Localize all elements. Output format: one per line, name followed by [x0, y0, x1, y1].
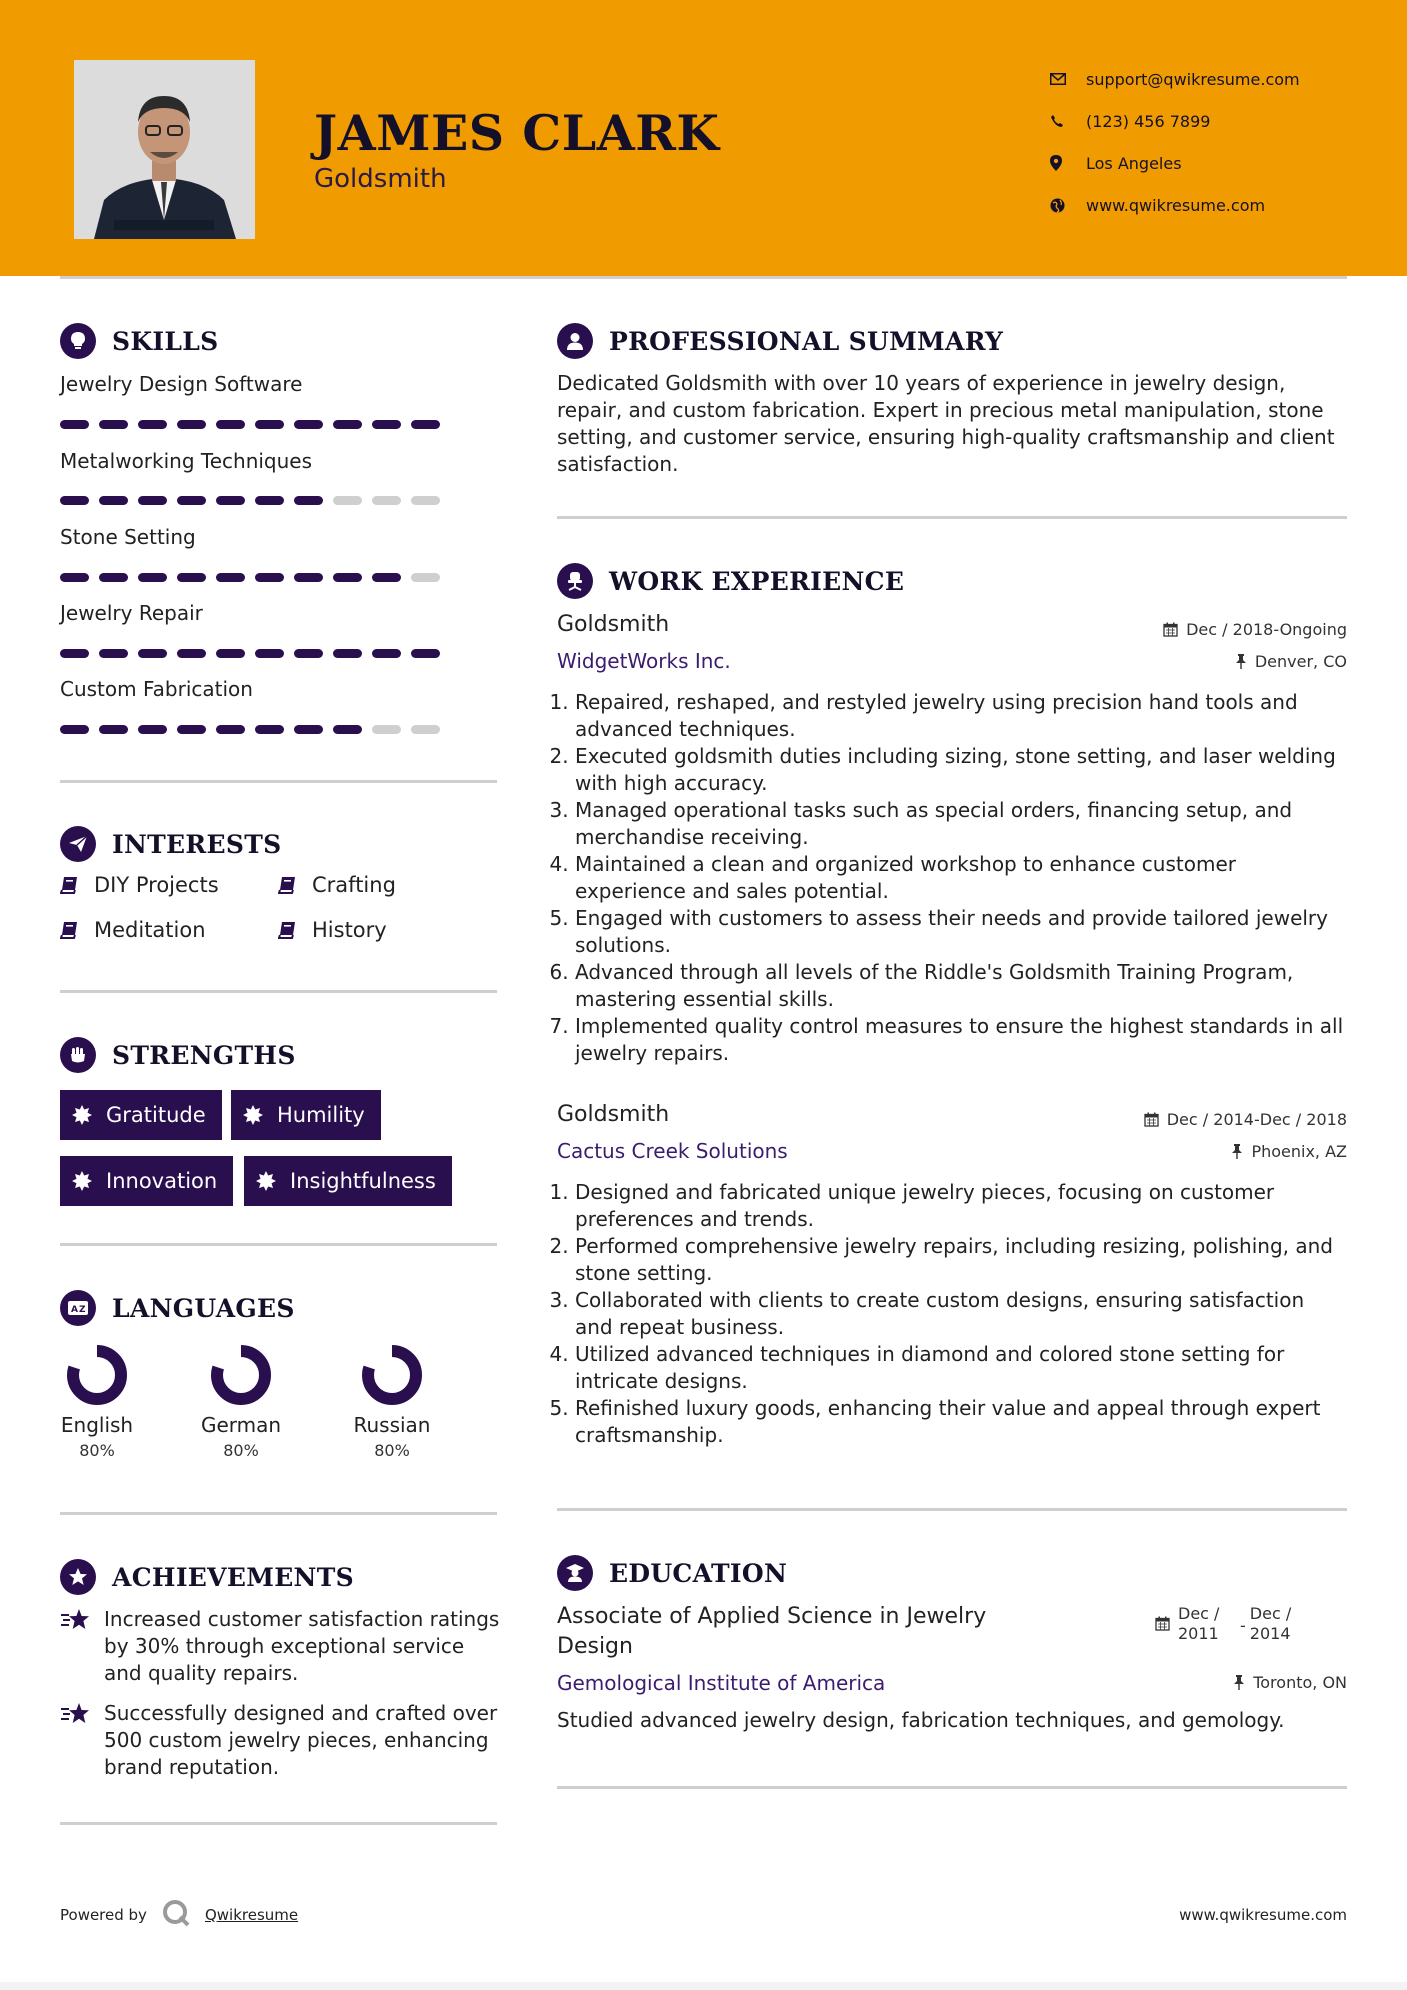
language-name: English: [60, 1413, 134, 1437]
skill-dot-filled: [333, 649, 362, 658]
pushpin-icon: [1235, 654, 1247, 669]
svg-text:A: A: [71, 1305, 78, 1315]
book-icon: [60, 875, 94, 895]
badge-star-icon: [256, 1171, 290, 1191]
skill-dot-filled: [99, 420, 128, 429]
education-heading: [557, 1555, 787, 1591]
pushpin-icon: [1233, 1675, 1245, 1690]
job-duties-list: [575, 1179, 1345, 1449]
interest-item: [278, 873, 396, 897]
contact-email: [1050, 58, 1300, 100]
strength-badge: [231, 1090, 381, 1140]
skill-dot-filled: [411, 420, 440, 429]
skill-dot-filled: [294, 649, 323, 658]
skill-dot-filled: [138, 420, 167, 429]
section-divider: [60, 1243, 497, 1246]
section-divider: [60, 1512, 497, 1515]
skill-dot-empty: [333, 496, 362, 505]
skill-dot-filled: [216, 496, 245, 505]
envelope-icon: [1050, 69, 1086, 89]
language-item: [42, 1343, 152, 1460]
job-location-text: Denver, CO: [1254, 652, 1347, 671]
duty-item: 1. Designed and fabricated unique jewelry pieces, focusing on customer preferences and trends.: [575, 1179, 1345, 1233]
job-location: [1231, 1142, 1347, 1161]
achievement-text: Increased customer satisfaction ratings by 30% through exceptional service and quality repairs.: [104, 1607, 500, 1685]
strengths-title: STRENGTHS: [112, 1040, 296, 1070]
powered-by-label: Powered by: [60, 1906, 147, 1924]
date-separator: -: [1240, 1616, 1246, 1635]
office-chair-icon: [557, 563, 593, 599]
contact-phone: [1050, 100, 1300, 142]
skill-dot-filled: [138, 725, 167, 734]
skill-dot-empty: [411, 573, 440, 582]
experience-heading: [557, 563, 904, 599]
language-name: German: [200, 1413, 282, 1437]
education-start: Dec / 2011: [1178, 1604, 1220, 1643]
skill-dot-filled: [138, 649, 167, 658]
skill-dot-filled: [177, 496, 206, 505]
skill-dot-filled: [216, 725, 245, 734]
skill-name: Jewelry Repair: [60, 601, 203, 625]
education-title: EDUCATION: [609, 1558, 788, 1588]
section-divider: [60, 990, 497, 993]
duty-item: 4. Maintained a clean and organized workshop to enhance customer experience and sales potential.: [575, 851, 1345, 905]
skill-dot-filled: [138, 496, 167, 505]
paper-plane-icon: [60, 826, 96, 862]
duty-item: 5. Refinished luxury goods, enhancing their value and appeal through expert craftsmanship.: [575, 1395, 1345, 1449]
section-divider: [557, 516, 1347, 519]
fist-icon: [60, 1037, 96, 1073]
badge-star-icon: [72, 1105, 106, 1125]
duty-item: 5. Engaged with customers to assess their needs and provide tailored jewelry solutions.: [575, 905, 1345, 959]
education-dates: [1155, 1604, 1300, 1644]
skill-dot-filled: [216, 649, 245, 658]
achievement-item: [60, 1700, 500, 1781]
skill-dot-empty: [411, 725, 440, 734]
skill-level-dots: [60, 573, 450, 582]
skill-dot-filled: [294, 496, 323, 505]
skill-dot-empty: [411, 496, 440, 505]
skill-dot-filled: [99, 573, 128, 582]
summary-title: PROFESSIONAL SUMMARY: [609, 326, 1004, 356]
section-divider: [60, 780, 497, 783]
language-ring: [360, 1343, 424, 1407]
trophy-star-icon: [60, 1606, 104, 1687]
skill-dot-filled: [138, 573, 167, 582]
lightbulb-icon: [60, 323, 96, 359]
job-location-text: Phoenix, AZ: [1251, 1142, 1347, 1161]
footer-powered-by: [60, 1898, 298, 1932]
qwikresume-logo-icon: [161, 1898, 191, 1932]
skill-name: Stone Setting: [60, 525, 196, 549]
job-dates: [1144, 1110, 1347, 1129]
section-divider: [557, 1786, 1347, 1789]
interests-heading: [60, 826, 281, 862]
skill-name: Custom Fabrication: [60, 677, 253, 701]
language-percent: 80%: [223, 1441, 259, 1460]
contact-list: [1050, 58, 1300, 226]
skill-dot-filled: [60, 573, 89, 582]
achievement-text: Successfully designed and crafted over 500 custom jewelry pieces, enhancing brand reputation.: [104, 1701, 498, 1779]
skill-dot-filled: [294, 420, 323, 429]
language-icon: [60, 1290, 96, 1326]
achievements-heading: [60, 1559, 354, 1595]
book-icon: [60, 920, 94, 940]
phone-icon: [1050, 111, 1086, 131]
duty-item: 2. Executed goldsmith duties including sizing, stone setting, and laser welding with high accuracy.: [575, 743, 1345, 797]
skill-dot-filled: [177, 725, 206, 734]
duty-item: 2. Performed comprehensive jewelry repairs, including resizing, polishing, and stone setting.: [575, 1233, 1345, 1287]
education-end: Dec / 2014: [1249, 1604, 1292, 1643]
duty-item: 7. Implemented quality control measures to ensure the highest standards in all jewelry repairs.: [575, 1013, 1345, 1067]
book-icon: [278, 875, 312, 895]
contact-location-text: Los Angeles: [1086, 153, 1182, 173]
skill-level-dots: [60, 496, 450, 505]
skill-level-dots: [60, 725, 450, 734]
education-description: Studied advanced jewelry design, fabrication techniques, and gemology.: [557, 1708, 1285, 1732]
skill-dot-filled: [333, 420, 362, 429]
skill-dot-filled: [60, 649, 89, 658]
map-pin-icon: [1050, 153, 1086, 173]
interest-label: History: [312, 918, 387, 942]
qwikresume-link[interactable]: Qwikresume: [204, 1906, 299, 1924]
interest-item: [278, 918, 387, 942]
skill-dot-filled: [372, 573, 401, 582]
skill-dot-filled: [60, 496, 89, 505]
experience-title: WORK EXPERIENCE: [609, 566, 905, 596]
language-percent: 80%: [79, 1441, 115, 1460]
skill-dot-empty: [372, 725, 401, 734]
skill-dot-filled: [60, 420, 89, 429]
language-ring: [209, 1343, 273, 1407]
company-name: WidgetWorks Inc.: [557, 649, 731, 673]
calendar-icon: [1163, 622, 1178, 637]
graduate-icon: [557, 1555, 593, 1591]
strength-badge: [244, 1156, 452, 1206]
job-title: Goldsmith: [557, 612, 670, 637]
skill-dot-filled: [333, 725, 362, 734]
duty-item: 6. Advanced through all levels of the Riddle's Goldsmith Training Program, mastering essential skills.: [575, 959, 1345, 1013]
page-bottom-edge: [0, 1982, 1407, 1990]
candidate-name: JAMES CLARK: [314, 104, 720, 162]
skill-dot-filled: [255, 420, 284, 429]
calendar-icon: [1155, 1616, 1170, 1636]
duty-item: 1. Repaired, reshaped, and restyled jewelry using precision hand tools and advanced techniques.: [575, 689, 1345, 743]
skills-title: SKILLS: [112, 326, 219, 356]
interest-item: [60, 918, 206, 942]
skill-name: Metalworking Techniques: [60, 449, 313, 473]
strength-badge: [60, 1090, 222, 1140]
skill-dot-filled: [411, 649, 440, 658]
language-ring: [65, 1343, 129, 1407]
language-name: Russian: [353, 1413, 431, 1437]
interest-label: DIY Projects: [94, 873, 219, 897]
skill-dot-filled: [255, 649, 284, 658]
skill-dot-filled: [99, 649, 128, 658]
candidate-title: Goldsmith: [314, 164, 447, 194]
skills-heading: [60, 323, 219, 359]
footer-website[interactable]: www.qwikresume.com: [1179, 1906, 1347, 1924]
skill-dot-filled: [294, 725, 323, 734]
skill-dot-filled: [255, 496, 284, 505]
interest-label: Crafting: [312, 873, 396, 897]
skill-dot-filled: [294, 573, 323, 582]
school-name: Gemological Institute of America: [557, 1671, 886, 1695]
trophy-star-icon: [60, 1700, 104, 1781]
skill-dot-filled: [255, 725, 284, 734]
skill-level-dots: [60, 649, 450, 658]
duty-item: 3. Managed operational tasks such as special orders, financing setup, and merchandise receiving.: [575, 797, 1345, 851]
achievement-item: [60, 1606, 500, 1687]
job-dates-text: Dec / 2014-Dec / 2018: [1166, 1110, 1347, 1129]
skill-dot-filled: [177, 420, 206, 429]
language-item: [337, 1343, 447, 1460]
globe-icon: [1050, 195, 1086, 215]
achievements-title: ACHIEVEMENTS: [112, 1562, 354, 1592]
job-title: Goldsmith: [557, 1102, 670, 1127]
job-location: [1235, 652, 1347, 671]
svg-text:Z: Z: [79, 1305, 86, 1315]
degree-title: Associate of Applied Science in Jewelry Design: [557, 1604, 987, 1659]
job-dates-text: Dec / 2018-Ongoing: [1186, 620, 1347, 639]
strength-label: Humility: [277, 1103, 365, 1127]
badge-star-icon: [243, 1105, 277, 1125]
company-name: Cactus Creek Solutions: [557, 1139, 788, 1163]
section-divider: [60, 1822, 497, 1825]
contact-website-text[interactable]: www.qwikresume.com: [1086, 195, 1266, 215]
skill-dot-filled: [216, 420, 245, 429]
resume-header: [0, 0, 1407, 276]
strength-badge: [60, 1156, 233, 1206]
language-item: [186, 1343, 296, 1460]
strength-label: Innovation: [106, 1169, 218, 1193]
language-percent: 80%: [374, 1441, 410, 1460]
user-icon: [557, 323, 593, 359]
badge-star-icon: [72, 1171, 106, 1191]
skill-dot-filled: [216, 573, 245, 582]
skill-dot-filled: [255, 573, 284, 582]
contact-website: [1050, 184, 1300, 226]
skill-dot-filled: [372, 649, 401, 658]
skill-dot-empty: [372, 496, 401, 505]
interests-title: INTERESTS: [112, 829, 282, 859]
profile-photo-image: [74, 60, 255, 239]
contact-location: [1050, 142, 1300, 184]
education-location-text: Toronto, ON: [1253, 1673, 1347, 1692]
skill-dot-filled: [333, 573, 362, 582]
calendar-icon: [1144, 1112, 1159, 1127]
strength-label: Insightfulness: [290, 1169, 436, 1193]
skill-dot-filled: [99, 725, 128, 734]
skill-dot-filled: [177, 573, 206, 582]
summary-heading: [557, 323, 1003, 359]
languages-title: LANGUAGES: [112, 1293, 295, 1323]
strength-label: Gratitude: [106, 1103, 206, 1127]
header-divider: [60, 276, 1347, 279]
interest-label: Meditation: [94, 918, 206, 942]
job-duties-list: [575, 689, 1345, 1067]
summary-text: Dedicated Goldsmith with over 10 years of experience in jewelry design, repair, and custom fabrication. Expert in precious metal manipulation, stone setting, and customer service, ensuring high-quality craftsmanship and client satisfaction.: [557, 371, 1335, 476]
contact-email-text[interactable]: support@qwikresume.com: [1086, 69, 1300, 89]
duty-item: 3. Collaborated with clients to create custom designs, ensuring satisfaction and repeat business.: [575, 1287, 1345, 1341]
contact-phone-text: (123) 456 7899: [1086, 111, 1211, 131]
interest-item: [60, 873, 219, 897]
profile-photo: [74, 60, 255, 239]
duty-item: 4. Utilized advanced techniques in diamond and colored stone setting for intricate designs.: [575, 1341, 1345, 1395]
skill-name: Jewelry Design Software: [60, 372, 303, 396]
skill-dot-filled: [372, 420, 401, 429]
strengths-heading: [60, 1037, 296, 1073]
section-divider: [557, 1508, 1347, 1511]
star-medal-icon: [60, 1559, 96, 1595]
education-location: [1233, 1673, 1347, 1692]
book-icon: [278, 920, 312, 940]
skill-dot-filled: [60, 725, 89, 734]
pushpin-icon: [1231, 1144, 1243, 1159]
job-dates: [1163, 620, 1347, 639]
skill-dot-filled: [99, 496, 128, 505]
skill-level-dots: [60, 420, 450, 429]
languages-heading: [60, 1290, 295, 1326]
skill-dot-filled: [177, 649, 206, 658]
